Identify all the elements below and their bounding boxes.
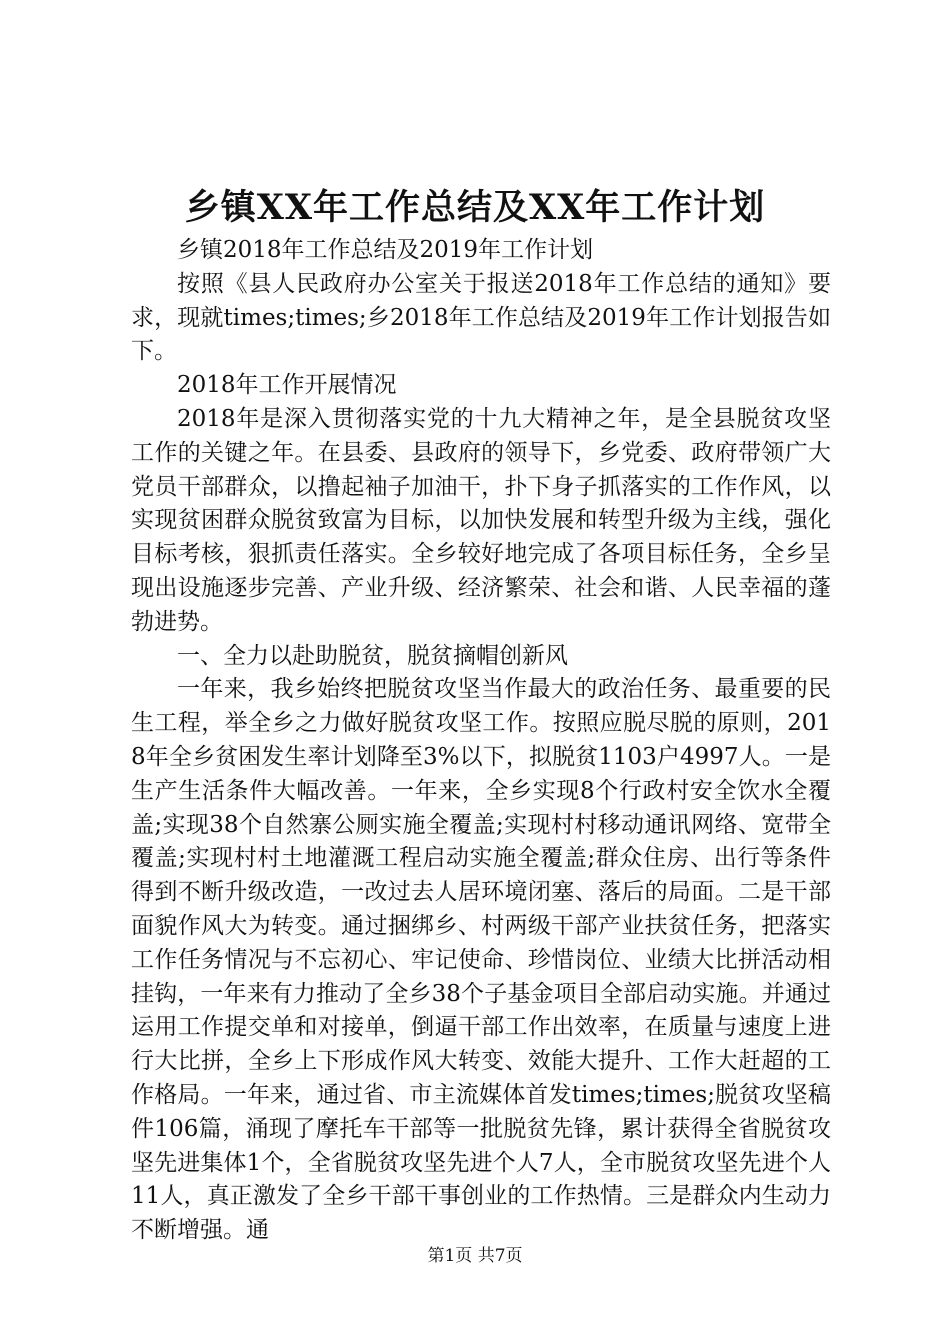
body-paragraph: 一年来，我乡始终把脱贫攻坚当作最大的政治任务、最重要的民生工程，举全乡之力做好脱贫攻坚工作。按照应脱尽脱的原则，2018年全乡贫困发生率计划降至3%以下，拟脱贫1103户4997人。一是生产生活条件大幅改善。一年来，全乡实现8个行政村安全饮水全覆盖;实现38个自然寨公厕实施全覆盖;实现村村移动通讯网络、宽带全覆盖;实现村村土地灌溉工程启动实施全覆盖;群众住房、出行等条件得到不断升级改造，一改过去人居环境闭塞、落后的局面。二是干部面貌作风大为转变。通过捆绑乡、村两级干部产业扶贫任务，把落实工作任务情况与不忘初心、牢记使命、珍惜岗位、业绩大比拼活动相挂钩，一年来有力推动了全乡38个子基金项目全部启动实施。并通过运用工作提交单和对接单，倒逼干部工作出效率，在质量与速度上进行大比拼，全乡上下形成作风大转变、效能大提升、工作大赶超的工作格局。一年来，通过省、市主流媒体首发times;times;脱贫攻坚稿件106篇，涌现了摩托车干部等一批脱贫先锋，累计获得全省脱贫攻坚先进集体1个，全省脱贫攻坚先进个人7人，全市脱贫攻坚先进个人11人，真正激发了全乡干部干事创业的工作热情。三是群众内生动力不断增强。通 — [131, 676, 831, 1244]
document-body — [131, 234, 831, 1248]
subtitle-paragraph: 乡镇2018年工作总结及2019年工作计划 — [177, 237, 594, 263]
page-footer: 第1页 共7页 — [427, 1246, 523, 1266]
section-heading: 一、全力以赴助脱贫，脱贫摘帽创新风 — [177, 642, 568, 669]
document-title: 乡镇XX年工作总结及XX年工作计划 — [184, 187, 766, 228]
body-paragraph: 2018年是深入贯彻落实党的十九大精神之年，是全县脱贫攻坚工作的关键之年。在县委、县政府的领导下，乡党委、政府带领广大党员干部群众，以撸起袖子加油干，扑下身子抓落实的工作作风，以实现贫困群众脱贫致富为目标，以加快发展和转型升级为主线，强化目标考核，狠抓责任落实。全乡较好地完成了各项目标任务，全乡呈现出设施逐步完善、产业升级、经济繁荣、社会和谐、人民幸福的蓬勃进势。 — [131, 405, 831, 635]
section-heading: 2018年工作开展情况 — [177, 372, 397, 399]
intro-paragraph: 按照《县人民政府办公室关于报送2018年工作总结的通知》要求，现就times;times;乡2018年工作总结及2019年工作计划报告如下。 — [131, 270, 831, 365]
